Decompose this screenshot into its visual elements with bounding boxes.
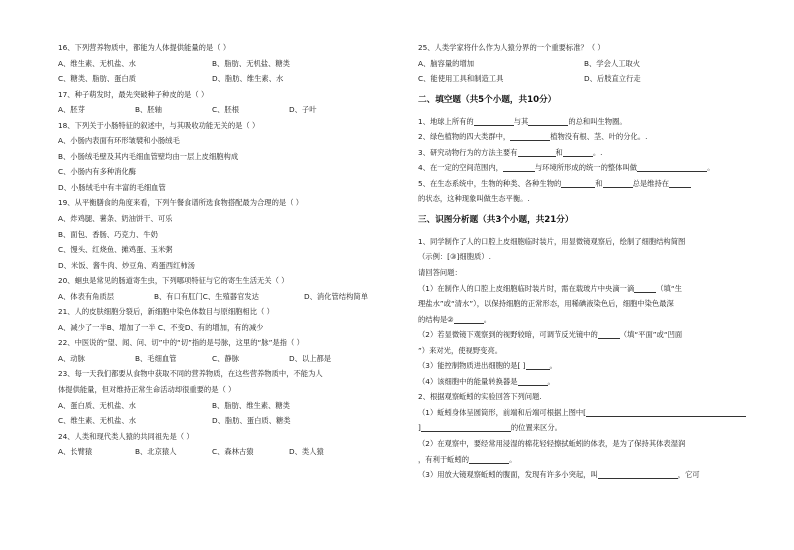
question-line: C、小肠内有多种消化酶 — [58, 167, 137, 177]
analysis-line — [418, 312, 763, 328]
fill-in-line — [418, 145, 763, 161]
text-segment: ，有利于蚯蚓的 — [418, 454, 470, 464]
answer-blank — [518, 147, 556, 157]
text-segment: （4）该细胞中的能量转换器是 — [418, 376, 518, 386]
answer-option: C、能使用工具和制造工具 — [418, 74, 504, 84]
text-segment: 。 — [509, 454, 517, 464]
answer-blank — [421, 422, 511, 432]
analysis-line — [418, 281, 763, 297]
fill-in-line — [418, 114, 763, 130]
answer-blank — [637, 162, 707, 172]
question-line: 19、从平衡膳食的角度来看，下列午餐食谱所选食物搭配最为合理的是（ ） — [58, 198, 304, 208]
text-segment: 的总和叫生物圈。 — [568, 116, 627, 126]
answer-option: A、长臂猿 — [58, 447, 93, 457]
text-segment: （填“平面”或“凹面 — [619, 330, 683, 340]
answer-blank — [603, 178, 633, 188]
question-line: 23、每一天我们都要从食物中获取不同的营养物质，在这些营养物质中，不能为人 — [58, 369, 323, 379]
analysis-line — [418, 374, 763, 390]
answer-option: B、毛细血管 — [135, 353, 177, 363]
section-heading-diagram: 三、识图分析题（共3个小题，共21分） — [418, 214, 574, 225]
analysis-line: （示例：[③]细胞质）. — [418, 252, 491, 262]
analysis-line: 理盐水”或“清水”），以保持细胞的正常形态，用稀碘液染色后，细胞中染色最深 — [418, 299, 674, 309]
text-segment: 4、在一定的空间范围内， — [418, 163, 503, 173]
question-line: 21、人的皮肤细胞分裂后，新细胞中染色体数目与原细胞相比（ ） — [58, 307, 274, 317]
analysis-line — [418, 358, 763, 374]
text-segment: ] — [418, 423, 421, 433]
answer-blank — [598, 329, 620, 339]
question-line: 17、种子萌发时，最先突破种子种皮的是（ ） — [58, 89, 209, 99]
option-row — [58, 71, 403, 87]
answer-option: D、后肢直立行走 — [584, 74, 641, 84]
text-segment: 。. — [592, 147, 603, 157]
option-row — [58, 413, 403, 429]
answer-blank — [474, 116, 514, 126]
question-line: 24、人类和现代类人猿的共同祖先是（ ） — [58, 431, 194, 441]
answer-option: D、子叶 — [289, 105, 317, 115]
text-segment: ，它可 — [677, 470, 700, 480]
question-line: 18、下列关于小肠特征的叙述中，与其吸收功能无关的是（ ） — [58, 120, 260, 130]
analysis-line — [418, 327, 763, 343]
answer-option: A、脑容量的增加 — [418, 58, 475, 68]
question-line: 22、中医说的“望、闻、问、切”中的“切”指的是号脉，这里的“脉”是指（ ） — [58, 338, 304, 348]
section-heading-fill-in: 二、填空题（共5个小题，共10分） — [418, 94, 557, 105]
text-segment: 总是维持在 — [632, 178, 670, 188]
answer-blank — [510, 131, 550, 141]
right-column — [418, 40, 763, 483]
analysis-line: 1、同学制作了人的口腔上皮细胞临时装片，用显微镜观察后，绘制了细胞结构简图 — [418, 236, 686, 246]
answer-option: C、糖类、脂肪、蛋白质 — [58, 74, 137, 84]
answer-blank — [561, 178, 595, 188]
option-row — [58, 289, 403, 305]
answer-blank — [669, 178, 691, 188]
question-line: B、小肠绒毛壁及其内毛细血管壁均由一层上皮细胞构成 — [58, 151, 239, 161]
answer-option: A、动脉 — [58, 353, 85, 363]
question-line: B、面包、香肠、巧克力、牛奶 — [58, 229, 158, 239]
option-row — [58, 398, 403, 414]
answer-option: B、脂肪、维生素、糖类 — [212, 400, 290, 410]
text-segment: 的状态，这种现象叫做生态平衡。. — [418, 194, 530, 204]
left-column — [58, 40, 403, 460]
answer-option: A、体表有角质层 — [58, 291, 115, 301]
answer-blank — [469, 454, 509, 464]
option-row — [418, 71, 763, 87]
answer-option: C、静脉 — [212, 353, 239, 363]
text-segment: 5、在生态系统中，生物的种类、各种生物的 — [418, 178, 562, 188]
fill-in-line — [418, 176, 763, 192]
answer-blank — [518, 376, 548, 386]
question-line: D、米饭、酱牛肉、炒豆角、鸡蛋西红柿汤 — [58, 260, 195, 270]
option-row — [58, 444, 403, 460]
option-row — [58, 56, 403, 72]
text-segment: 和 — [595, 178, 603, 188]
fill-in-line — [418, 129, 763, 145]
answer-option: C、森林古猿 — [212, 447, 254, 457]
text-segment: 。 — [707, 163, 715, 173]
answer-option: D、消化管结构简单 — [304, 291, 368, 301]
text-segment: 3、研究动物行为的方法主要有 — [418, 147, 518, 157]
answer-option: A、维生素、无机盐、水 — [58, 58, 136, 68]
answer-blank — [503, 162, 535, 172]
analysis-line: 2、根据观察蚯蚓的实验回答下列问题. — [418, 392, 542, 402]
question-line: A、减少了一半B、增加了一半 C、不变D、有的增加，有的减少 — [58, 322, 264, 332]
answer-option: B、北京猿人 — [135, 447, 177, 457]
text-segment: （3）用放大镜观察蚯蚓的腹面，发现有许多小突起，叫 — [418, 470, 598, 480]
fill-in-line — [418, 160, 763, 176]
answer-option: B、学会人工取火 — [584, 58, 641, 68]
text-segment: 。 — [483, 314, 492, 324]
analysis-line — [418, 420, 763, 436]
analysis-line: ”）来对光，使视野变亮。 — [418, 345, 503, 355]
answer-option: D、脂肪、蛋白质、糖类 — [212, 416, 291, 426]
text-segment: （2）若显微镜下观察到的视野较暗，可调节反光镜中的 — [418, 330, 598, 340]
answer-option: A、胚芽 — [58, 105, 85, 115]
answer-blank — [563, 147, 593, 157]
question-line: A、小肠内表面有环形皱襞和小肠绒毛 — [58, 136, 180, 146]
answer-option: C、胚根 — [212, 105, 239, 115]
text-segment: （1）蚯蚓身体呈圆筒形，前端和后端可根据上图中[ — [418, 407, 587, 417]
answer-blank — [634, 283, 656, 293]
text-segment: 与其 — [513, 116, 529, 126]
answer-option: B、有口有肛门C、生殖器官发达 — [154, 291, 259, 301]
option-row — [58, 102, 403, 118]
option-row — [58, 351, 403, 367]
fill-in-line — [418, 191, 763, 207]
analysis-line — [418, 405, 763, 421]
answer-blank — [586, 407, 746, 417]
text-segment: 。 — [547, 376, 555, 386]
question-line: A、炸鸡腿、薯条、奶油饼干、可乐 — [58, 214, 173, 224]
question-line: 25、人类学家将什么作为人猿分界的一个重要标准？（ ） — [418, 43, 605, 52]
option-row — [418, 56, 763, 72]
analysis-line — [418, 467, 763, 483]
answer-blank — [528, 116, 568, 126]
text-segment: 的结构是② — [418, 314, 454, 324]
text-segment: （3）能控制物质进出细胞的是[ ] — [418, 361, 526, 371]
answer-option: D、以上都是 — [289, 353, 332, 363]
answer-option: D、脂肪、维生素、水 — [212, 74, 284, 84]
text-segment: 。 — [549, 361, 557, 371]
answer-option: B、胚轴 — [135, 105, 162, 115]
analysis-line: （2）在观察中，要经常用浸湿的棉花轻轻擦拭蚯蚓的体表，是为了保持其体表湿润 — [418, 439, 686, 449]
text-segment: （1）在制作人的口腔上皮细胞临时装片时，需在载玻片中央滴一滴 — [418, 283, 635, 293]
text-segment: 2、绿色植物的四大类群中， — [418, 132, 511, 142]
text-segment: 1、地球上所有的 — [418, 116, 474, 126]
question-line: 体提供能量，但对维持正常生命活动却很重要的是（ ） — [58, 385, 236, 395]
analysis-line: 请回答问题： — [418, 268, 462, 278]
text-segment: （填“生 — [656, 283, 682, 293]
text-segment: 植物没有根、茎、叶的分化。. — [550, 132, 648, 142]
analysis-line — [418, 452, 763, 468]
question-line: C、馒头、红烧鱼、摊鸡蛋、玉米粥 — [58, 245, 173, 255]
answer-blank — [598, 469, 678, 479]
question-line: 16、下列营养物质中，都能为人体提供能量的是（ ） — [58, 43, 231, 52]
text-segment: 的位置来区分。 — [510, 423, 562, 433]
answer-blank — [526, 360, 550, 370]
answer-blank — [454, 314, 484, 324]
question-line: D、小肠绒毛中有丰富的毛细血管 — [58, 182, 166, 192]
answer-option: A、蛋白质、无机盐、水 — [58, 400, 136, 410]
text-segment: 与环境所形成的统一的整体叫做 — [534, 163, 638, 173]
text-segment: 和 — [555, 147, 563, 157]
answer-option: D、类人猿 — [289, 447, 324, 457]
answer-option: C、维生素、无机盐、水 — [58, 416, 137, 426]
question-line: 20、蛔虫是常见的肠道寄生虫，下列哪项特征与它的寄生生活无关（ ） — [58, 276, 289, 286]
answer-option: B、脂肪、无机盐、糖类 — [212, 58, 290, 68]
